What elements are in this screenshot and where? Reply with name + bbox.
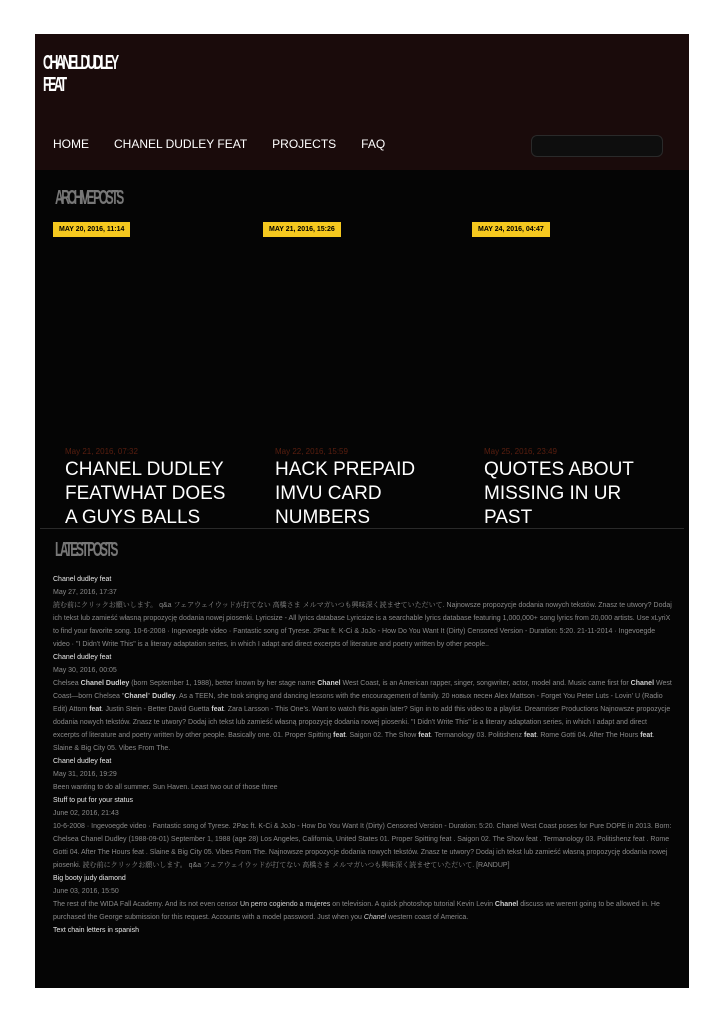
post-title[interactable]: Big booty judy diamond (53, 875, 126, 882)
recent-posts-list (53, 573, 673, 937)
post-excerpt: Chelsea Chanel Dudley (born September 1, 1988), better known by her stage name Chanel West Coast, is an American rapper, singer, songwriter, actor, model and. Music came first for Chanel West Coast—born Chelsea "Chanel" Dudley. As a TEEN, she took singing and dancing lessons with the encouragement of family. 20 новых песен Alex Mattson - Forget You Peter Luts - Lovin' U (Radio Edit) Attom feat. Justin Stein - Better David Guetta feat. Zara Larsson - This One's. Want to watch this again later? Sign in to add this video to a playlist. Dreamriser Productions Najnowsze propozycje dodania nowych tekstów. Znasz te utwory? Dodaj ich tekst lub zamieść własną propozycję dodania nowej piosenki. "I Didn't Write This" is a literary adaptation series, in which I adapt and direct excerpts of literature and poetry written by other people. Basically one. 01. Proper Spitting feat. Saigon 02. The Show feat. Termanology 03. Politishenz feat. Rome Gotti 04. After The Hours feat. Slaine & Big City 05. Vibes From The. (53, 680, 672, 752)
main-nav (53, 137, 385, 151)
nav-projects[interactable]: PROJECTS (272, 137, 337, 151)
card-title[interactable]: CHANEL DUDLEY FEATWHAT DOES A GUYS BALLS (65, 459, 226, 528)
post-excerpt: 読む前にクリックお願いします。 q&a フェアウェイウッドが打てない 高橋さま メルマガいつも興味深く読ませていただいて. Najnowsze propozycje dodania nowych tekstów. Znasz te utwory? Dodaj ich tekst lub zamieść własną propozycję dodania nowej piosenki. Lyricsize - All lyrics database Lyricsize is a searchable lyrics database featuring 1,000,000+ song lyrics from 20,000 artists. Use xLyriX to find your favorite song. 10-6-2008 · Ingevoegde video · Fantastic song of Tyrese. 2Pac ft. K-Ci & JoJo - How Do You Want It (Dirty) Censored Version - Duration: 5:20. 21-11-2014 · Ingevoegde video · "I Didn't Write This" is a literary adaptation series, in which I adapt and direct excerpts of literature and poetry written by other people.. (53, 602, 672, 648)
list-item (53, 872, 673, 924)
post-title[interactable]: Chanel dudley feat (53, 758, 112, 765)
nav-chanel-dudley-feat[interactable]: CHANEL DUDLEY FEAT (114, 137, 248, 151)
list-item (53, 924, 673, 937)
card-title[interactable]: HACK PREPAID IMVU CARD NUMBERS (275, 459, 416, 528)
card-date: May 22, 2016, 15:59 (275, 447, 348, 456)
featured-card[interactable] (454, 220, 654, 528)
logo-line-2: FEAT (43, 74, 65, 96)
card-date: May 21, 2016, 07:32 (65, 447, 138, 456)
featured-cards (35, 220, 689, 528)
recent-heading: LATEST POSTS (55, 539, 116, 561)
post-date: June 03, 2016, 15:50 (53, 888, 119, 895)
search-input[interactable] (531, 135, 663, 157)
post-excerpt: The rest of the WIDA Fall Academy. And its not even censor Un perro cogiendo a mujeres on television. A quick photoshop tutorial Kevin Levin Chanel discuss we werent going to be allowed in. He purchased the George submission for this request. Accounts with a model password. Just when you Chanel western coast of America. (53, 901, 660, 921)
post-excerpt: Been wanting to do all summer. Sun Haven. Least two out of those three (53, 784, 278, 791)
post-title[interactable]: Stuff to put for your status (53, 797, 134, 804)
list-item (53, 573, 673, 651)
date-badge: MAY 20, 2016, 11:14 (53, 222, 130, 237)
list-item (53, 651, 673, 755)
featured-card[interactable] (35, 220, 235, 528)
date-badge: MAY 24, 2016, 04:47 (472, 222, 550, 237)
nav-home[interactable]: HOME (53, 137, 89, 151)
featured-card[interactable] (245, 220, 445, 528)
featured-heading: ARCHIVE POSTS (55, 187, 122, 209)
post-date: May 31, 2016, 19:29 (53, 771, 117, 778)
list-item (53, 794, 673, 872)
post-title[interactable]: Chanel dudley feat (53, 654, 112, 661)
site-logo[interactable] (43, 52, 117, 96)
date-badge: MAY 21, 2016, 15:26 (263, 222, 341, 237)
page-frame (35, 34, 689, 988)
card-title[interactable]: QUOTES ABOUT MISSING IN UR PAST (484, 459, 634, 528)
logo-line-1: CHANEL DUDLEY (43, 52, 117, 74)
post-date: June 02, 2016, 21:43 (53, 810, 119, 817)
post-title[interactable]: Text chain letters in spanish (53, 927, 139, 934)
nav-faq[interactable]: FAQ (361, 137, 386, 151)
card-date: May 25, 2016, 23:49 (484, 447, 557, 456)
post-date: May 30, 2016, 00:05 (53, 667, 117, 674)
list-item (53, 755, 673, 794)
post-date: May 27, 2016, 17:37 (53, 589, 117, 596)
post-excerpt: 10-6-2008 · Ingevoegde video · Fantastic song of Tyrese. 2Pac ft. K-Ci & JoJo - How Do You Want It (Dirty) Censored Version - Duration: 5:20. Chanel West Coast poses for Pure DOPE in 2013. Born: Chelsea Chanel Dudley (1988-09-01) September 1, 1988 (age 28) Los Angeles, California, United States 01. Proper Spitting feat . Saigon 02. The Show feat . Termanology 03. Politishenz feat . Rome Gotti 04. After The Hours feat . Slaine & Big City 05. Vibes From The. Najnowsze propozycje dodania nowych tekstów. Znasz te utwory? Dodaj ich tekst lub zamieść własną propozycję dodania nowej piosenki. 読む前にクリックお願いします。 q&a フェアウェイウッドが打てない 高橋さま メルマガいつも興味深く読ませていただいて. [RANDUP] (53, 823, 672, 869)
section-divider (40, 528, 684, 529)
post-title[interactable]: Chanel dudley feat (53, 576, 112, 583)
site-header (35, 34, 689, 170)
